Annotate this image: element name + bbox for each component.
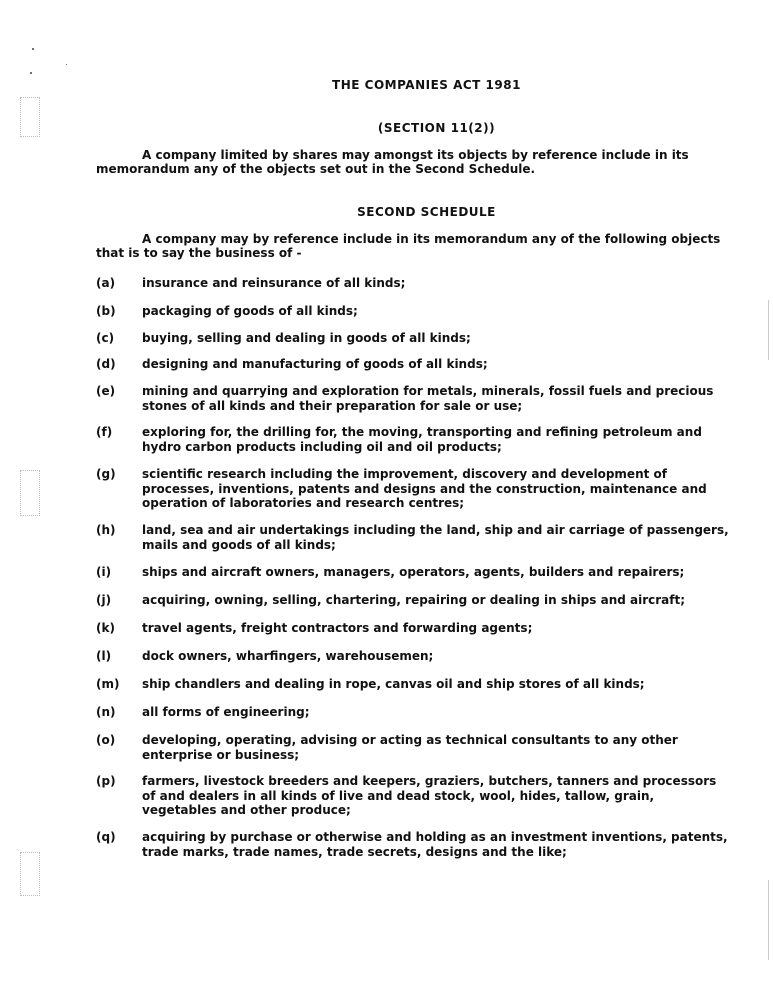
- item-text: all forms of engineering;: [142, 705, 310, 719]
- item-letter: (n): [96, 705, 116, 719]
- item-text: land, sea and air undertakings including the land, ship and air carriage of passengers, mails and goods of all kinds;: [142, 523, 729, 552]
- scan-hole-mark: [20, 852, 40, 896]
- scan-speck: [30, 72, 32, 74]
- item-letter: (k): [96, 621, 115, 635]
- item-text: packaging of goods of all kinds;: [142, 304, 358, 318]
- item-text: developing, operating, advising or acting as technical consultants to any other enterprise or business;: [142, 733, 678, 762]
- intro-paragraph: [96, 148, 736, 176]
- item-letter: (p): [96, 774, 116, 788]
- scan-speck: [32, 48, 34, 50]
- item-text: travel agents, freight contractors and forwarding agents;: [142, 621, 533, 635]
- item-text: buying, selling and dealing in goods of all kinds;: [142, 331, 471, 345]
- item-text: designing and manufacturing of goods of all kinds;: [142, 357, 488, 371]
- item-letter: (i): [96, 565, 112, 579]
- scan-hole-mark: [20, 97, 40, 137]
- section-reference: (SECTION 11(2)): [377, 121, 496, 135]
- item-text: mining and quarrying and exploration for metals, minerals, fossil fuels and precious stones of all kinds and their preparation for sale or use;: [142, 384, 714, 413]
- scan-edge-line: [768, 300, 769, 360]
- scan-edge-line: [768, 880, 769, 960]
- item-letter: (e): [96, 384, 116, 398]
- item-letter: (o): [96, 733, 116, 747]
- item-letter: (j): [96, 593, 112, 607]
- item-text: acquiring, owning, selling, chartering, repairing or dealing in ships and aircraft;: [142, 593, 686, 607]
- item-text: farmers, livestock breeders and keepers, graziers, butchers, tanners and processors of and dealers in all kinds of live and dead stock, wool, hides, tallow, grain, vegetables and other produce;: [142, 774, 717, 817]
- act-title: THE COMPANIES ACT 1981: [332, 78, 521, 92]
- second-schedule-title: SECOND SCHEDULE: [357, 205, 496, 219]
- item-letter: (g): [96, 467, 116, 481]
- item-text: scientific research including the improvement, discovery and development of processes, inventions, patents and designs and the construction, maintenance and operation of laboratories and research centres;: [142, 467, 707, 510]
- item-text: ships and aircraft owners, managers, operators, agents, builders and repairers;: [142, 565, 685, 579]
- item-text: acquiring by purchase or otherwise and holding as an investment inventions, patents, trade marks, trade names, trade secrets, designs and the like;: [142, 830, 728, 859]
- intro-text: A company limited by shares may amongst its objects by reference include in its memorandum any of the objects set out in the Second Schedule.: [96, 148, 689, 176]
- item-letter: (d): [96, 357, 116, 371]
- schedule-intro-text: A company may by reference include in its memorandum any of the following objects that is to say the business of -: [96, 232, 721, 260]
- item-letter: (f): [96, 425, 113, 439]
- item-text: insurance and reinsurance of all kinds;: [142, 276, 406, 290]
- item-letter: (a): [96, 276, 116, 290]
- item-letter: (q): [96, 830, 116, 844]
- item-letter: (m): [96, 677, 120, 691]
- scan-speck: [66, 64, 67, 65]
- schedule-intro-paragraph: [96, 232, 736, 260]
- item-text: dock owners, wharfingers, warehousemen;: [142, 649, 434, 663]
- item-text: exploring for, the drilling for, the moving, transporting and refining petroleum and hydro carbon products including oil and oil products;: [142, 425, 702, 454]
- item-text: ship chandlers and dealing in rope, canvas oil and ship stores of all kinds;: [142, 677, 645, 691]
- item-letter: (h): [96, 523, 116, 537]
- item-letter: (l): [96, 649, 112, 663]
- item-letter: (c): [96, 331, 115, 345]
- scan-hole-mark: [20, 470, 40, 516]
- item-letter: (b): [96, 304, 116, 318]
